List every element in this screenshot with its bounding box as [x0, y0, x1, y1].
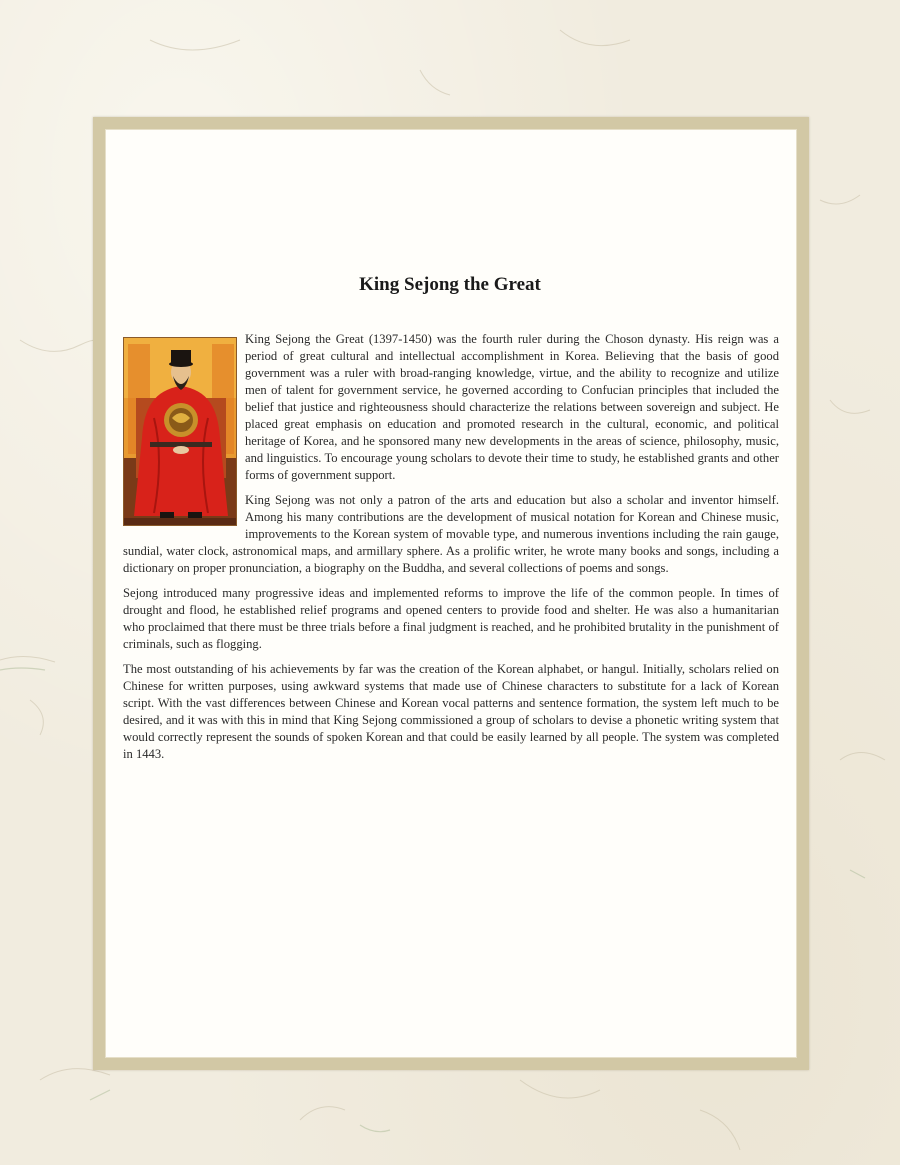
paragraph-4: The most outstanding of his achievements by far was the creation of the Korean alphabet, or hangul. Initially, scholars relied on Chinese for written purposes, using awkward systems that made use of Chinese characters to substitute for a lack of Korean script. With the vast differences between Chinese and Korean vocal patterns and sentence formation, the system left much to be desired, and it was with this in mind that King Sejong commissioned a group of scholars to devise a phonetic writing system that would correctly represent the sounds of spoken Korean and that could be easily learned by all people. The system was completed in 1443. [123, 662, 779, 761]
paragraph-2: King Sejong was not only a patron of the arts and education but also a scholar and inventor himself. Among his many contributions are the development of musical notation for Korean and Chinese music, improvements to the Korean system of movable type, and numerous inventions including the rain gauge, sundial, water clock, astronomical maps, and armillary sphere. As a prolific writer, he wrote many books and songs, including a dictionary on proper pronunciation, a biography on the Buddha, and several collections of poems and songs. [123, 493, 779, 575]
paragraph-1: King Sejong the Great (1397-1450) was the fourth ruler during the Choson dynasty. His reign was a period of great cultural and intellectual accomplishment in Korea. Believing that the basis of good government was a ruler with broad-ranging knowledge, virtue, and the ability to recognize and utilize men of talent for government service, he governed according to Confucian principles that included the belief that justice and righteousness should characterize the relations between sovereign and subject. He placed great emphasis on education and promoted research in the cultural, economic, and political heritage of Korea, and he sponsored many new developments in the areas of science, philosophy, music, and linguistics. To encourage young scholars to devote their time to study, he established grants and other forms of government support. [245, 332, 779, 482]
page-title: King Sejong the Great [359, 274, 541, 295]
paragraph-3: Sejong introduced many progressive ideas and implemented reforms to improve the life of the common people. In times of drought and flood, he established relief programs and opened centers to provide food and shelter. He was also a humanitarian who proclaimed that there must be three trials before a final judgment is reached, and he prohibited brutality in the punishment of criminals, such as flogging. [123, 586, 779, 651]
article-body [123, 331, 779, 771]
portrait-image [123, 337, 237, 526]
